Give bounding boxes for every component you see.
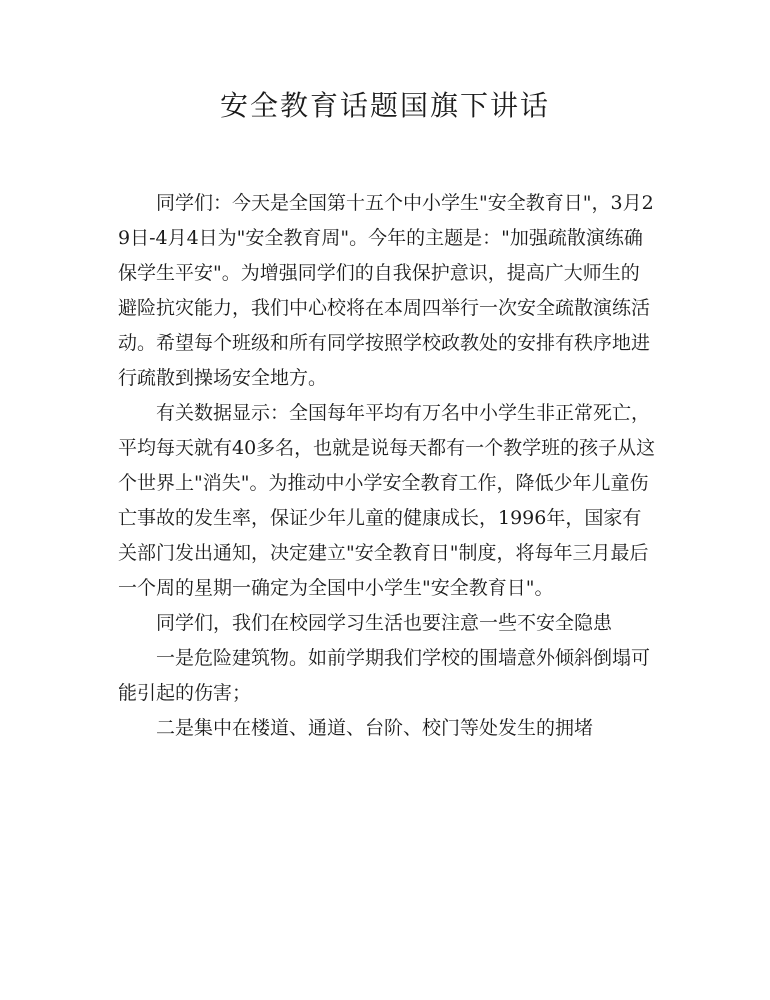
document-body [118, 186, 658, 746]
paragraph: 同学们，我们在校园学习生活也要注意一些不安全隐患 [156, 612, 613, 634]
paragraph: 一是危险建筑物。如前学期我们学校的围墙意外倾斜倒塌可能引起的伤害； [118, 647, 651, 704]
paragraph: 同学们：今天是全国第十五个中小学生"安全教育日"，3月29日-4月4日为"安全教育周"。今年的主题是："加强疏散演练确保学生平安"。为增强同学们的自我保护意识，提高广大师生的避险抗灾能力，我们中心校将在本周四举行一次安全疏散演练活动。希望每个班级和所有同学按照学校政教处的安排有秩序地进行疏散到操场安全地方。 [118, 192, 654, 389]
document-title: 安全教育话题国旗下讲话 [219, 89, 550, 122]
paragraph: 有关数据显示：全国每年平均有万名中小学生非正常死亡，平均每天就有40多名，也就是说每天都有一个教学班的孩子从这个世界上"消失"。为推动中小学安全教育工作，降低少年儿童伤亡事故的发生率，保证少年儿童的健康成长，1996年，国家有关部门发出通知，决定建立"安全教育日"制度，将每年三月最后一个周的星期一确定为全国中小学生"安全教育日"。 [118, 402, 656, 599]
paragraph: 二是集中在楼道、通道、台阶、校门等处发生的拥堵 [156, 717, 594, 739]
